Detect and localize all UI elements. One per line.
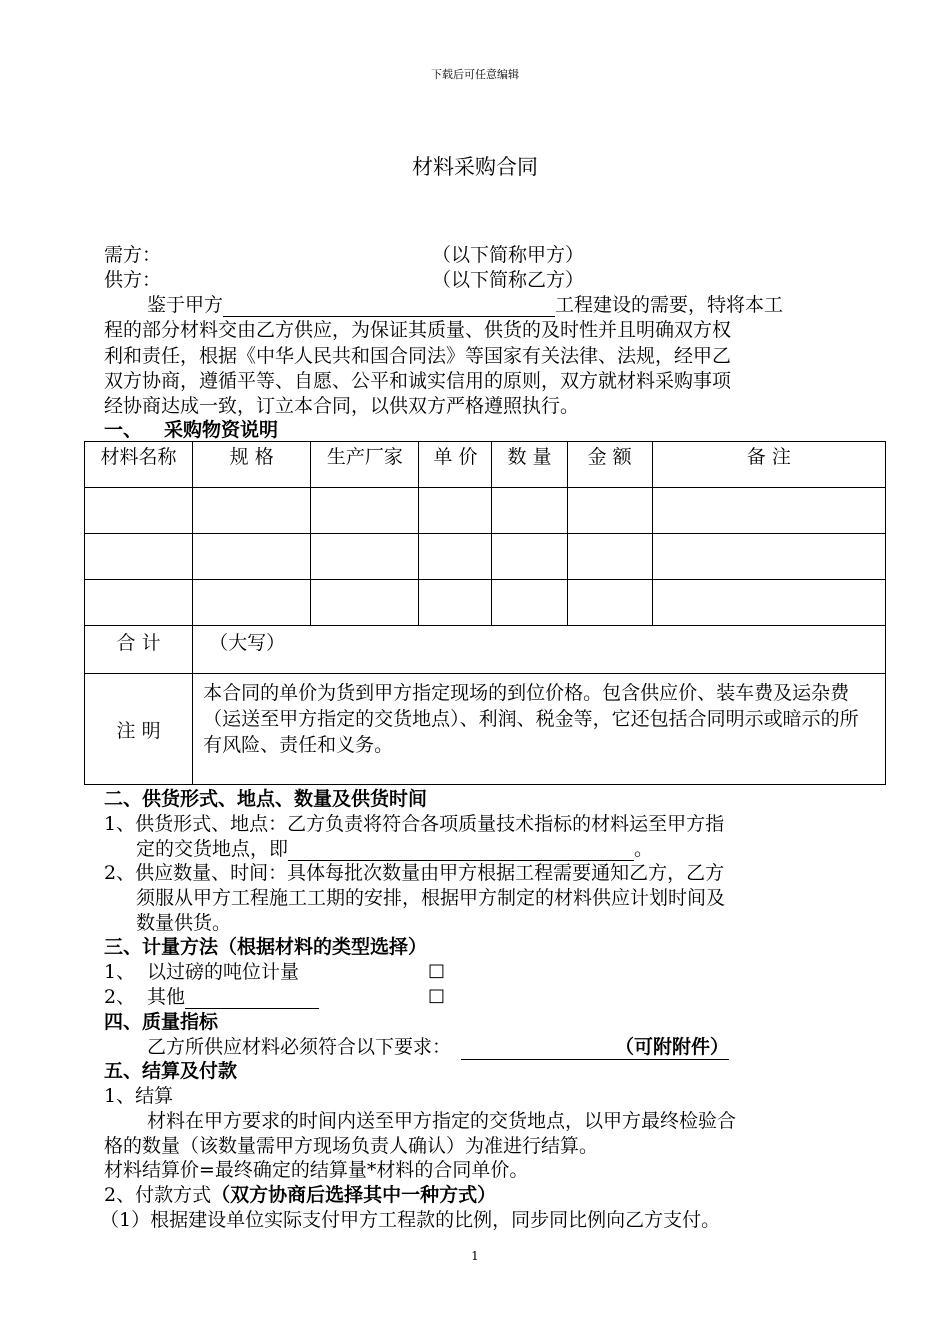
page-number: 1	[471, 1249, 479, 1263]
header-note: 下载后可任意编辑	[431, 68, 519, 81]
section2-item2a: 2、供应数量、时间：具体每批次数量由甲方根据工程需要通知乙方，乙方	[104, 862, 725, 884]
header-cell: 生产厂家	[311, 442, 419, 488]
project-blank	[223, 296, 555, 317]
header-cell: 数 量	[492, 442, 567, 488]
other-method-blank[interactable]	[185, 988, 319, 1009]
checkbox-other[interactable]: □	[428, 985, 446, 1006]
table-cell[interactable]	[419, 534, 492, 580]
header-cell: 金 额	[567, 442, 652, 488]
section2-item1b-line	[136, 837, 653, 861]
materials-table	[84, 441, 886, 785]
table-cell[interactable]	[311, 580, 419, 626]
table-cell[interactable]	[492, 534, 567, 580]
section5-sub2-line	[104, 1183, 496, 1207]
intro-line-1b: 工程建设的需要，特将本工	[555, 294, 784, 316]
section2-title: 二、供货形式、地点、数量及供货时间	[104, 788, 428, 810]
table-cell[interactable]	[492, 580, 567, 626]
section2-item2c: 数量供货。	[136, 912, 232, 934]
section4-text-line	[147, 1035, 729, 1060]
total-value[interactable]: （大写）	[193, 626, 886, 674]
demand-label: 需方：	[104, 244, 162, 266]
quality-requirement-blank[interactable]	[461, 1035, 729, 1060]
table-cell[interactable]	[652, 534, 885, 580]
table-cell[interactable]	[492, 488, 567, 534]
section4-title: 四、质量指标	[104, 1011, 219, 1033]
table-cell[interactable]	[85, 580, 193, 626]
intro-line-3: 利和责任，根据《中华人民共和国合同法》等国家有关法律、法规，经甲乙	[104, 345, 732, 367]
table-cell[interactable]	[419, 580, 492, 626]
table-cell[interactable]	[311, 534, 419, 580]
total-label: 合 计	[85, 626, 193, 674]
section4-text: 乙方所供应材料必须符合以下要求：	[147, 1036, 452, 1058]
table-cell[interactable]	[193, 534, 311, 580]
header-cell: 材料名称	[85, 442, 193, 488]
section1-heading	[104, 418, 278, 442]
table-cell[interactable]	[85, 534, 193, 580]
table-row	[85, 580, 886, 626]
section3-opt2-num: 2、	[104, 986, 136, 1008]
section3-opt1: 以过磅的吨位计量	[147, 961, 300, 983]
section5-sub1: 1、结算	[104, 1085, 174, 1107]
table-header-row	[85, 442, 886, 488]
section3-opt2: 其他	[147, 986, 186, 1008]
delivery-location-blank[interactable]	[288, 840, 634, 861]
header-cell: 备 注	[652, 442, 885, 488]
table-cell[interactable]	[85, 488, 193, 534]
header-cell: 规 格	[193, 442, 311, 488]
total-row	[85, 626, 886, 674]
section3-subtitle: （根据材料的类型选择）	[218, 936, 428, 958]
intro-line-1a: 鉴于甲方	[147, 294, 224, 316]
table-cell[interactable]	[652, 488, 885, 534]
attachment-note: （可附附件）	[615, 1036, 730, 1058]
section3-opt2-line	[147, 985, 319, 1009]
section2-item1b: 定的交货地点，即	[136, 838, 289, 860]
section5-sub2: 2、付款方式	[104, 1184, 212, 1206]
section5-p1b: 格的数量（该数量需甲方现场负责人确认）为准进行结算。	[104, 1135, 599, 1157]
note-label: 注 明	[85, 674, 193, 785]
table-row	[85, 488, 886, 534]
intro-line-2: 程的部分材料交由乙方供应，为保证其质量、供货的及时性并且明确双方权	[104, 319, 732, 341]
section5-sub2-note: （双方协商后选择其中一种方式）	[211, 1184, 497, 1206]
intro-line-1	[147, 293, 783, 317]
checkbox-weight[interactable]: □	[428, 960, 446, 981]
table-cell[interactable]	[419, 488, 492, 534]
intro-line-5: 经协商达成一致，订立本合同，以供双方严格遵照执行。	[104, 395, 580, 417]
section5-p3: （1）根据建设单位实际支付甲方工程款的比例，同步同比例向乙方支付。	[100, 1209, 721, 1231]
note-cell	[193, 674, 886, 785]
section5-p1a: 材料在甲方要求的时间内送至甲方指定的交货地点，以甲方最终检验合	[147, 1110, 737, 1132]
intro-line-4: 双方协商，遵循平等、自愿、公平和诚实信用的原则，双方就材料采购事项	[104, 370, 732, 392]
section3-title: 三、计量方法	[104, 936, 219, 958]
note-row	[85, 674, 886, 785]
section2-item1-end: 。	[634, 838, 654, 860]
table-cell[interactable]	[567, 488, 652, 534]
table-cell[interactable]	[567, 580, 652, 626]
section1-title: 采购物资说明	[164, 419, 279, 441]
table-cell[interactable]	[652, 580, 885, 626]
demand-note: （以下简称甲方）	[432, 244, 585, 266]
table-row	[85, 534, 886, 580]
section5-title: 五、结算及付款	[104, 1060, 238, 1082]
section2-item2b: 须服从甲方工程施工工期的安排，根据甲方制定的材料供应计划时间及	[136, 887, 726, 909]
supply-label: 供方：	[104, 269, 162, 291]
page-title: 材料采购合同	[412, 155, 538, 179]
table-cell[interactable]	[193, 580, 311, 626]
section5-p2: 材料结算价=最终确定的结算量*材料的合同单价。	[104, 1159, 529, 1181]
table-cell[interactable]	[567, 534, 652, 580]
note-text: 本合同的单价为货到甲方指定现场的到位价格。包含供应价、装车费及运杂费（运送至甲方指定的交货地点）、利润、税金等，它还包括合同明示或暗示的所有风险、责任和义务。	[203, 682, 859, 756]
table-cell[interactable]	[193, 488, 311, 534]
header-cell: 单 价	[419, 442, 492, 488]
section1-num: 一、	[104, 419, 143, 441]
supply-note: （以下简称乙方）	[432, 269, 585, 291]
section2-item1a: 1、供货形式、地点：乙方负责将符合各项质量技术指标的材料运至甲方指	[104, 813, 725, 835]
section3-opt1-num: 1、	[104, 961, 136, 983]
section3-heading	[104, 935, 427, 959]
table-cell[interactable]	[311, 488, 419, 534]
